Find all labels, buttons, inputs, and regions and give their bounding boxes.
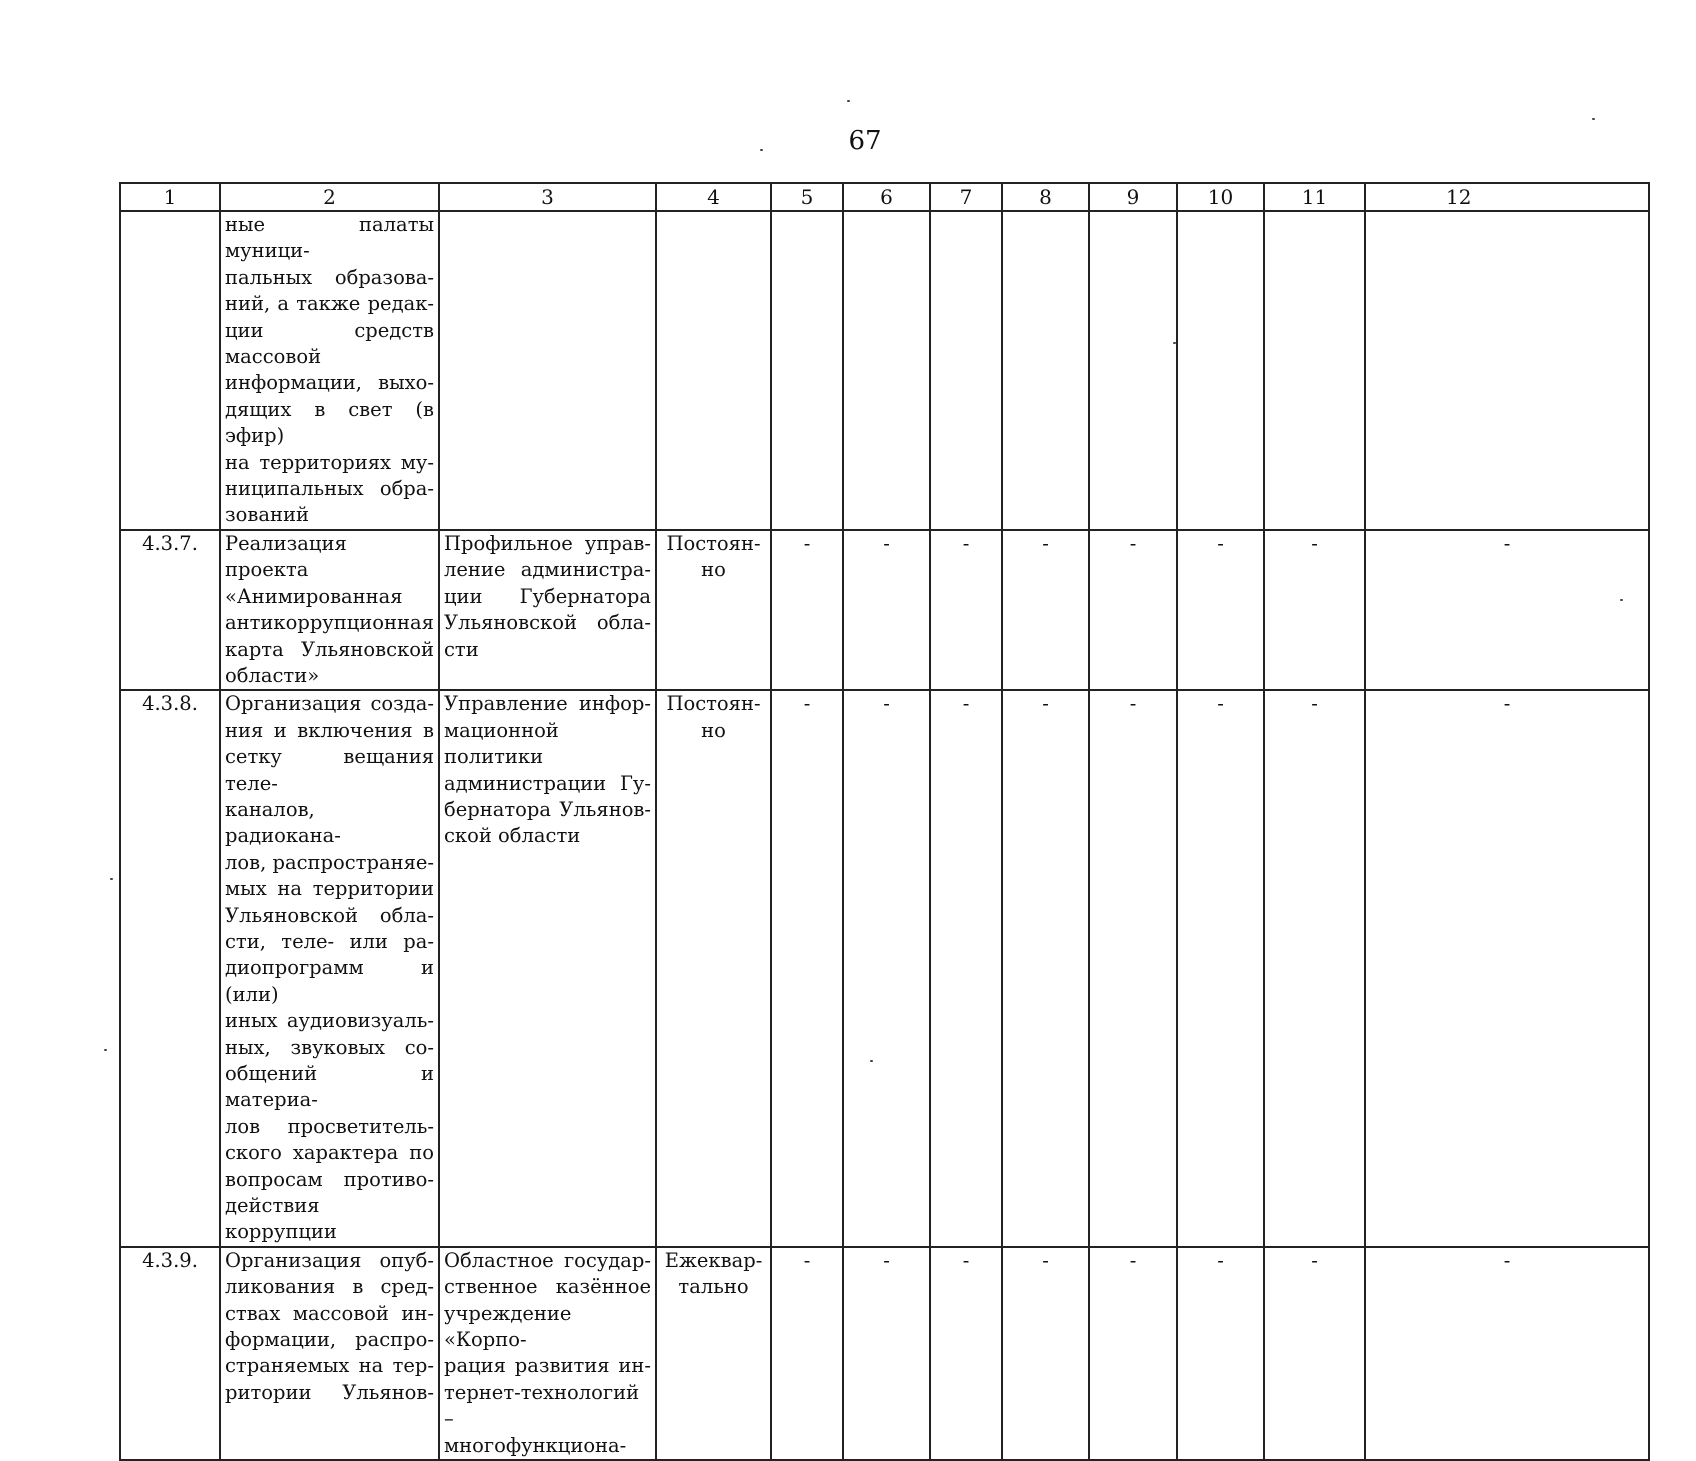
dash: - — [962, 692, 970, 716]
text-line: формации, распро- — [225, 1328, 434, 1352]
dash: - — [1129, 1248, 1137, 1272]
dash: - — [803, 1248, 811, 1272]
value-col12 — [1365, 530, 1649, 690]
dash: - — [1503, 1248, 1511, 1272]
text-line: действия коррупции — [225, 1194, 337, 1244]
text-line: многофункциона- — [444, 1433, 627, 1457]
continuation-row — [120, 211, 1649, 530]
text-line: сти, теле- или ра- — [225, 929, 434, 953]
value-col9 — [1089, 1247, 1177, 1460]
text-line: ского характера по — [225, 1141, 434, 1165]
scan-speck — [847, 100, 850, 102]
cell-col9 — [1089, 211, 1177, 530]
value-col12 — [1365, 690, 1649, 1247]
text-line: каналов, радиокана- — [225, 797, 341, 848]
value-col10 — [1177, 530, 1264, 690]
dash: - — [883, 692, 890, 716]
text-line: ниципальных обра- — [225, 477, 434, 501]
value-col11 — [1264, 690, 1365, 1247]
table-row-4-3-9 — [120, 1247, 1649, 1460]
text-line: лов, распространяе- — [225, 850, 434, 874]
dash: - — [1311, 1248, 1318, 1272]
text-line: на территориях му- — [225, 450, 434, 474]
responsible-cell — [439, 690, 656, 1247]
value-col8 — [1002, 530, 1089, 690]
dash: - — [803, 692, 811, 716]
value-col7 — [930, 690, 1002, 1247]
measure-cell — [220, 1247, 439, 1460]
dash: - — [883, 1248, 890, 1272]
measure-cell — [220, 690, 439, 1247]
value-col5 — [771, 1247, 843, 1460]
value-col8 — [1002, 1247, 1089, 1460]
scan-speck — [870, 1060, 873, 1062]
scan-speck — [760, 149, 763, 151]
text-line: Постоян- — [666, 531, 761, 555]
text-line: мых на территории — [225, 877, 434, 901]
dash: - — [1311, 692, 1318, 716]
dash: - — [1042, 531, 1049, 555]
page-number: 67 — [848, 126, 882, 156]
dash: - — [962, 1248, 970, 1272]
text-line: ные палаты муници- — [225, 213, 434, 263]
text-line: антикоррупционная — [225, 611, 434, 635]
scan-speck — [1592, 118, 1595, 120]
dash: - — [1129, 531, 1137, 555]
dash: - — [1129, 692, 1137, 716]
dash: - — [1503, 531, 1511, 555]
text-line: карта Ульяновской — [225, 637, 434, 661]
text-line: Ульяновской обла- — [225, 903, 434, 927]
text-line: ции средств массовой — [225, 318, 434, 369]
row-id: 4.3.7. — [120, 530, 220, 690]
value-col10 — [1177, 690, 1264, 1247]
text-line: ритории Ульянов- — [225, 1380, 434, 1404]
header-col-10: 10 — [1177, 183, 1264, 211]
text-line: Постоян- — [666, 692, 761, 716]
header-col-4: 4 — [656, 183, 771, 211]
header-col-6: 6 — [843, 183, 930, 211]
text-line: Областное государ- — [444, 1248, 651, 1272]
text-line: лов просветитель- — [225, 1114, 434, 1138]
text-line: ственное казённое — [444, 1275, 651, 1299]
row-id: 4.3.9. — [120, 1247, 220, 1460]
text-line: но — [701, 718, 726, 742]
value-col8 — [1002, 690, 1089, 1247]
text-line: ных, звуковых со- — [225, 1035, 434, 1059]
header-col-9: 9 — [1089, 183, 1177, 211]
measure-cell — [220, 530, 439, 690]
text-line: тернет-технологий – — [444, 1380, 640, 1431]
value-col5 — [771, 690, 843, 1247]
cell-col5 — [771, 211, 843, 530]
cell-col4 — [656, 211, 771, 530]
dash: - — [883, 531, 890, 555]
value-col10 — [1177, 1247, 1264, 1460]
header-col-12: 12 — [1365, 183, 1649, 211]
cell-col10 — [1177, 211, 1264, 530]
text-line: общений и материа- — [225, 1062, 434, 1112]
term-cell — [656, 690, 771, 1247]
cell-col11 — [1264, 211, 1365, 530]
dash: - — [1217, 531, 1224, 555]
dash: - — [1042, 692, 1049, 716]
text-line: но — [701, 558, 726, 582]
dash: - — [1217, 1248, 1224, 1272]
text-line: ния и включения в — [225, 718, 434, 742]
cell-col1 — [120, 211, 220, 530]
header-col-11: 11 — [1264, 183, 1365, 211]
value-col7 — [930, 1247, 1002, 1460]
text-line: тально — [678, 1275, 749, 1299]
text-line: ской области — [444, 824, 581, 848]
text-line: Ежеквар- — [664, 1248, 763, 1272]
value-col9 — [1089, 530, 1177, 690]
value-col6 — [843, 1247, 930, 1460]
text-line: пальных образова- — [225, 265, 434, 289]
value-col7 — [930, 530, 1002, 690]
dash: - — [1042, 1248, 1049, 1272]
text-line: ствах массовой ин- — [225, 1301, 434, 1325]
responsible-cell — [439, 1247, 656, 1460]
header-col-1: 1 — [120, 183, 220, 211]
text-line: администрации Гу- — [444, 771, 651, 795]
value-col11 — [1264, 530, 1365, 690]
scan-speck — [110, 878, 113, 880]
cell-col3 — [439, 211, 656, 530]
text-line: бернатора Ульянов- — [444, 797, 651, 821]
text-line: мационной политики — [444, 718, 559, 769]
header-col-7: 7 — [930, 183, 1002, 211]
text-line: диопрограмм и (или) — [225, 956, 434, 1006]
text-line: «Анимированная — [225, 584, 403, 608]
dash: - — [803, 531, 811, 555]
value-col6 — [843, 690, 930, 1247]
text-line: области» — [225, 663, 320, 687]
value-col9 — [1089, 690, 1177, 1247]
term-cell — [656, 530, 771, 690]
cell-col12 — [1365, 211, 1649, 530]
text-line: информации, выхо- — [225, 371, 434, 395]
text-line: Профильное управ- — [444, 531, 651, 555]
cell-col2 — [220, 211, 439, 530]
cell-col6 — [843, 211, 930, 530]
scan-speck — [1173, 342, 1176, 344]
table-row-4-3-8 — [120, 690, 1649, 1247]
dash: - — [962, 531, 970, 555]
text-line: иных аудиовизуаль- — [225, 1009, 434, 1033]
dash: - — [1311, 531, 1318, 555]
header-col-2: 2 — [220, 183, 439, 211]
text-line: Ульяновской обла- — [444, 611, 651, 635]
value-col5 — [771, 530, 843, 690]
text-line: Управление инфор- — [444, 692, 651, 716]
value-col12 — [1365, 1247, 1649, 1460]
term-cell — [656, 1247, 771, 1460]
text-line: вопросам противо- — [225, 1167, 434, 1191]
data-table — [119, 182, 1650, 1461]
text-line: учреждение «Корпо- — [444, 1301, 572, 1352]
text-line: ликования в сред- — [225, 1275, 434, 1299]
dash: - — [1503, 692, 1511, 716]
text-line: ции Губернатора — [444, 584, 651, 608]
header-col-8: 8 — [1002, 183, 1089, 211]
header-col-3: 3 — [439, 183, 656, 211]
text-line: сти — [444, 637, 479, 661]
header-row — [120, 183, 1649, 211]
scan-speck — [1620, 599, 1623, 601]
row-id: 4.3.8. — [120, 690, 220, 1247]
text-line: рация развития ин- — [444, 1354, 651, 1378]
text-line: зований — [225, 503, 309, 527]
text-line: Организация созда- — [225, 692, 434, 716]
text-line: ний, а также редак- — [225, 292, 434, 316]
value-col6 — [843, 530, 930, 690]
text-line: сетку вещания теле- — [225, 745, 434, 795]
cell-col8 — [1002, 211, 1089, 530]
dash: - — [1217, 692, 1224, 716]
text-line: страняемых на тер- — [225, 1354, 434, 1378]
scan-speck — [104, 1049, 107, 1051]
header-col-5: 5 — [771, 183, 843, 211]
text-line: Реализация проекта — [225, 531, 347, 582]
text-line: ление администра- — [444, 558, 651, 582]
value-col11 — [1264, 1247, 1365, 1460]
table-row-4-3-7 — [120, 530, 1649, 690]
cell-col7 — [930, 211, 1002, 530]
text-line: дящих в свет (в эфир) — [225, 397, 434, 448]
responsible-cell — [439, 530, 656, 690]
text-line: Организация опуб- — [225, 1248, 434, 1272]
